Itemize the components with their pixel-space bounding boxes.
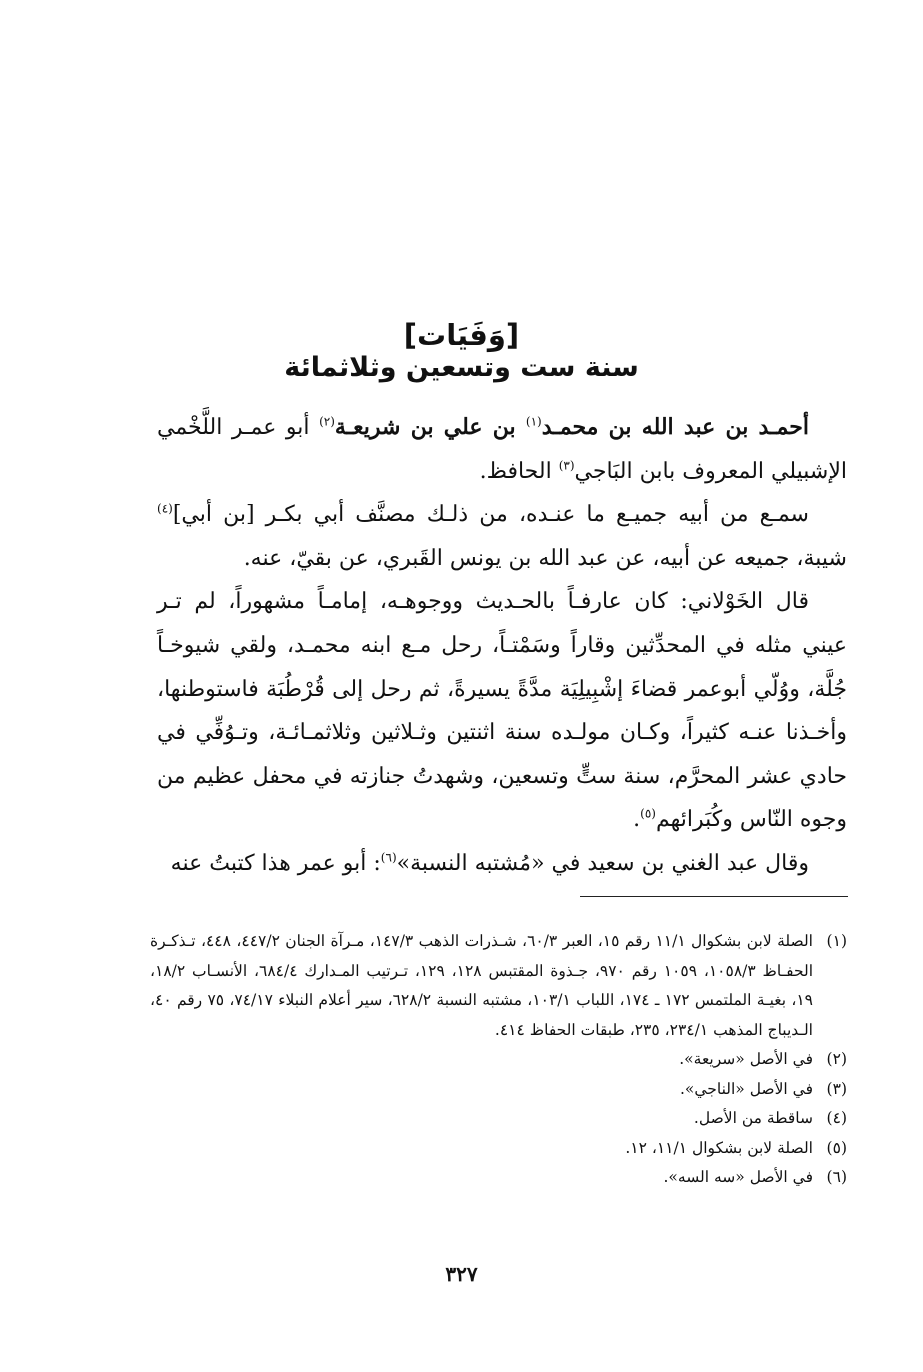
main-text bbox=[157, 406, 847, 886]
page-number: ٣٢٧ bbox=[445, 1262, 478, 1286]
footnote-text: الصلة لابن بشكوال ١١/١ رقم ١٥، العبر ٦٠/٣، شـذرات الذهب ١٤٧/٣، مـرآة الجنان ٤٤٧/٢، ٤٤٨، تـذكـرة الحفـاظ ١٠٥٨/٣، ١٠٥٩ رقم ٩٧٠، جـذوة المقتبس ١٢٨، ١٢٩، تـرتيب المـدارك ٦٨٤/٤، الأنسـاب ١٨/٢، ١٩، بغيـة الملتمس ١٧٢ ـ ١٧٤، اللباب ١٠٣/١، مشتبه النسبة ٦٢٨/٢، سير أعلام النبلاء ٧٤/١٧، ٧٥ رقم ٤٠، الـديباج المذهب ٢٣٤/١، ٢٣٥، طبقات الحفاظ ٤١٤. bbox=[150, 932, 814, 1039]
footnotes bbox=[150, 927, 847, 1193]
footnote-ref-5[interactable]: (٥) bbox=[640, 807, 656, 822]
footnote-text: الصلة لابن بشكوال ١١/١، ١٢. bbox=[625, 1138, 813, 1157]
paragraph-4-text-b: : أبو عمر هذا كتبتُ عنه bbox=[170, 850, 381, 876]
year-heading: سنة ست وتسعين وثلاثمائة bbox=[284, 352, 639, 383]
paragraph-3-text-a: قال الخَوْلاني: كان عارفـاً بالحـديث ووجوهـه، إمامـاً مشهوراً، لم تـر عيني مثله في المحدِّثين وقاراً وسَمْتـاً، رحل مـع ابنه محمـد، ولقي شيوخـاً جُلَّة، ووُلّي أبوعمر قضاءَ إشْبِيلِيَة مدَّةً يسيرةً، ثم رحل إلى قُرْطُبَة فاستوطنها، وأخـذنا عنـه كثيراً، وكـان مولـده سنة اثنتين وثـلاثين وثلاثمـائـة، وتـوُفِّي في حادي عشر المحرَّم، سنة ستٍّ وتسعين، وشهدتُ جنازته في محفل عظيم من وجوه النّاس وكُبَرائهم bbox=[157, 589, 847, 833]
footnote-number: (١) bbox=[826, 932, 847, 950]
footnote-text: في الأصل «الناجي». bbox=[679, 1079, 813, 1098]
entry-paragraph-1 bbox=[157, 406, 847, 493]
section-heading: [وَفَيَات] bbox=[403, 318, 520, 352]
paragraph-2-text-a: سمـع من أبيه جميـع ما عنـده، من ذلـك مصنَّف أبي بكـر [بن أبي] bbox=[172, 502, 809, 528]
footnote-text: ساقطة من الأصل. bbox=[693, 1109, 813, 1127]
footnote-number: (٦) bbox=[826, 1168, 847, 1186]
paragraph-2-text-b: شيبة، جميعه عن أبيه، عن عبد الله بن يونس القَبري، عن بقيّ، عنه. bbox=[243, 545, 847, 571]
footnote-4 bbox=[150, 1104, 847, 1134]
footnote-ref-2[interactable]: (٢) bbox=[319, 414, 335, 429]
entry-paragraph-4 bbox=[157, 842, 847, 886]
footnote-text: في الأصل «سه السه». bbox=[663, 1168, 813, 1186]
footnote-6 bbox=[150, 1163, 847, 1193]
footnote-number: (٢) bbox=[826, 1050, 847, 1068]
footnote-ref-4[interactable]: (٤) bbox=[157, 501, 173, 516]
entry-paragraph-2 bbox=[157, 493, 847, 580]
footnote-2 bbox=[150, 1045, 847, 1075]
footnote-ref-1[interactable]: (١) bbox=[525, 414, 542, 429]
entry-paragraph-3 bbox=[157, 580, 847, 842]
person-title: الحافظ. bbox=[479, 458, 559, 484]
footnote-text: في الأصل «سريعة». bbox=[679, 1050, 813, 1068]
footnote-ref-6[interactable]: (٦) bbox=[380, 850, 397, 865]
footnote-number: (٣) bbox=[826, 1079, 847, 1098]
footnote-ref-3[interactable]: (٣) bbox=[558, 458, 575, 473]
footnote-number: (٥) bbox=[826, 1138, 847, 1157]
person-name-cont: بن علي بن شريعـة bbox=[334, 414, 526, 440]
person-name: أحمـد بن عبد الله بن محمـد bbox=[541, 414, 809, 440]
footnote-divider bbox=[580, 896, 848, 897]
footnote-3 bbox=[150, 1075, 847, 1105]
person-kunya: أبو عمـر اللَّخْمي الإشبيلي المعروف بابن البَاجي bbox=[157, 415, 847, 484]
footnote-number: (٤) bbox=[826, 1109, 847, 1127]
footnote-1 bbox=[150, 927, 847, 1045]
paragraph-3-text-b: . bbox=[633, 807, 641, 833]
paragraph-4-text-a: وقال عبد الغني بن سعيد في «مُشتبه النسبة» bbox=[396, 850, 809, 876]
footnote-5 bbox=[150, 1134, 847, 1164]
